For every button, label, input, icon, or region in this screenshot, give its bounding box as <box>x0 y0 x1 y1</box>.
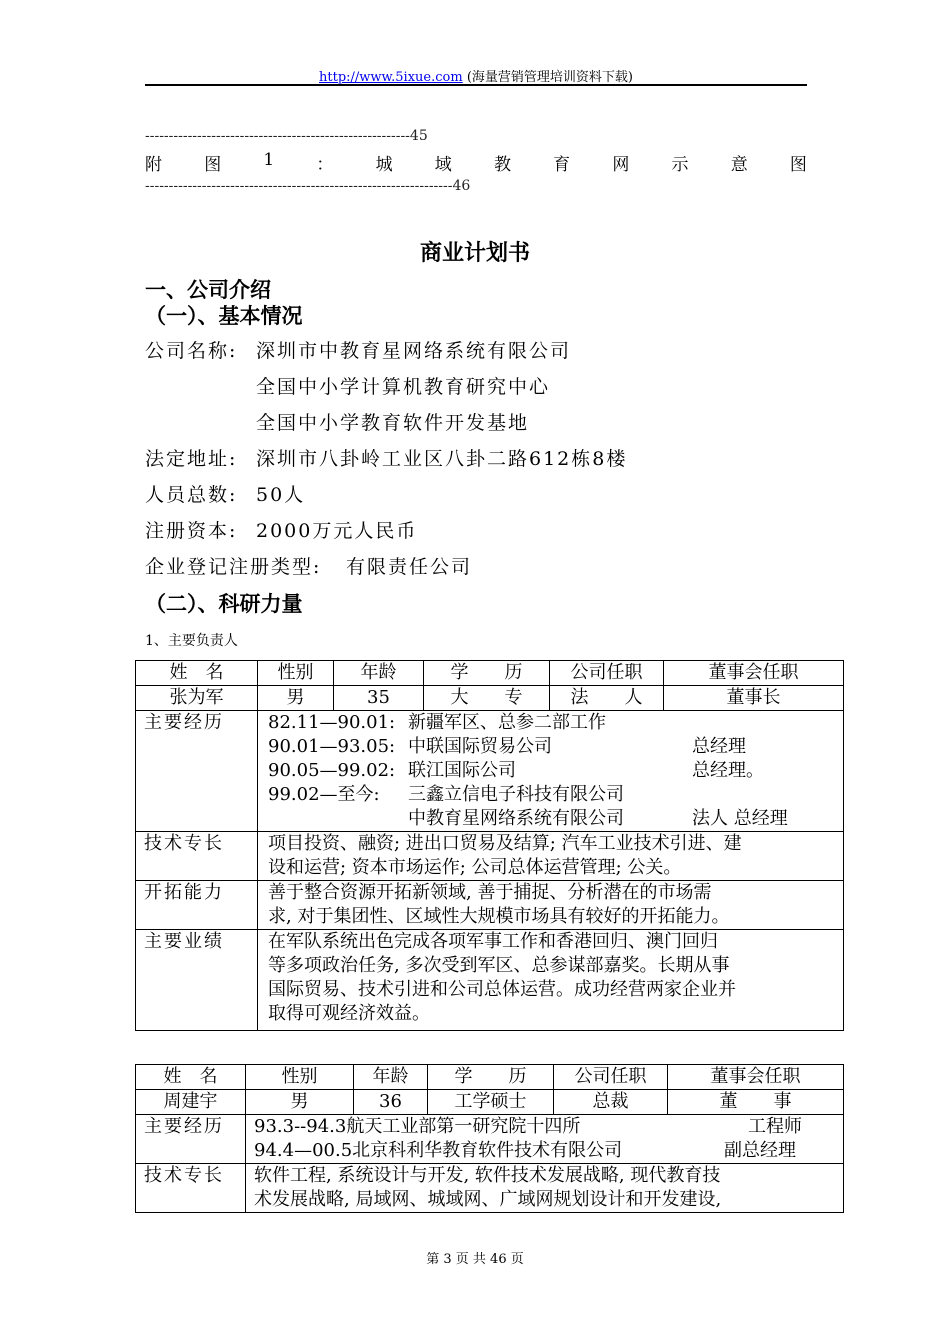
experience-line: 82.11—90.01: 新疆军区、总参二部工作 <box>268 712 606 733</box>
col-header-board-role: 董事会任职 <box>664 661 844 686</box>
table-row <box>136 711 844 832</box>
col-header-gender: 性别 <box>246 1065 354 1090</box>
col-header-age: 年龄 <box>334 661 424 686</box>
table-row <box>136 930 844 1031</box>
toc-entry[interactable]: 附 图 1 ： 城 域 教 育 网 示 意 图 <box>145 150 807 175</box>
col-header-education: 学 历 <box>424 661 550 686</box>
staff-label: 人员总数: <box>145 484 238 506</box>
skill-cell: 软件工程, 系统设计与开发, 软件技术发展战略, 现代教育技 术发展战略, 局域网、城域网、广域网规划设计和开发建设, <box>246 1164 844 1213</box>
cell-company-role: 总裁 <box>554 1090 668 1115</box>
section-heading-research: （二）、科研力量 <box>145 591 303 616</box>
cell-name: 张为军 <box>136 686 258 711</box>
col-header-gender: 性别 <box>258 661 334 686</box>
experience-line: 99.02—至今: 三鑫立信电子科技有限公司 <box>268 784 624 805</box>
cell-age: 36 <box>354 1090 428 1115</box>
company-name-2: 全国中小学计算机教育研究中心 <box>256 376 551 398</box>
staff-value: 50人 <box>256 484 306 506</box>
experience-line: 93.3--94.3航天工业部第一研究院十四所 工程师 <box>254 1116 802 1137</box>
row-label-skill: 技术专长 <box>136 1164 246 1213</box>
experience-cell <box>258 711 844 832</box>
ability-cell: 善于整合资源开拓新领域, 善于捕捉、分析潜在的市场需 求, 对于集团性、区域性大规模市场具有较好的开拓能力。 <box>258 881 844 930</box>
table-row <box>136 1090 844 1115</box>
cell-gender: 男 <box>246 1090 354 1115</box>
cell-education: 工学硕士 <box>428 1090 554 1115</box>
leader-table-2 <box>135 1064 844 1213</box>
address-label: 法定地址: <box>145 448 238 470</box>
table-row <box>136 1115 844 1164</box>
row-label-experience: 主要经历 <box>136 1115 246 1164</box>
row-label-experience: 主要经历 <box>136 711 258 832</box>
table-row <box>136 881 844 930</box>
header-note: (海量营销管理培训资料下载) <box>466 70 633 85</box>
page-header <box>145 66 807 85</box>
cell-board-role: 董 事 <box>668 1090 844 1115</box>
experience-line: 94.4—00.5北京科利华教育软件技术有限公司 副总经理 <box>254 1140 796 1161</box>
cell-education: 大 专 <box>424 686 550 711</box>
section-heading-company-intro: 一、公司介绍 <box>145 277 271 302</box>
company-name-label: 公司名称: <box>145 340 238 362</box>
col-header-education: 学 历 <box>428 1065 554 1090</box>
header-link[interactable]: http://www.5ixue.com <box>319 70 463 85</box>
experience-line: 中教育星网络系统有限公司 法人 总经理 <box>408 808 788 829</box>
cell-gender: 男 <box>258 686 334 711</box>
leader-table-1 <box>135 660 844 1031</box>
address-value: 深圳市八卦岭工业区八卦二路612栋8楼 <box>256 448 628 470</box>
col-header-company-role: 公司任职 <box>550 661 664 686</box>
col-header-name: 姓 名 <box>136 1065 246 1090</box>
skill-cell: 项目投资、融资; 进出口贸易及结算; 汽车工业技术引进、建 设和运营; 资本市场运作; 公司总体运营管理; 公关。 <box>258 832 844 881</box>
row-label-achievement: 主要业绩 <box>136 930 258 1031</box>
achievement-cell: 在军队系统出色完成各项军事工作和香港回归、澳门回归 等多项政治任务, 多次受到军区、总参谋部嘉奖。长期从事 国际贸易、技术引进和公司总体运营。成功经营两家企业并 取得可观经济效益。 <box>258 930 844 1031</box>
company-name-3: 全国中小学教育软件开发基地 <box>256 412 530 434</box>
table-row <box>136 832 844 881</box>
row-label-skill: 技术专长 <box>136 832 258 881</box>
header-divider <box>145 84 807 86</box>
col-header-company-role: 公司任职 <box>554 1065 668 1090</box>
col-header-name: 姓 名 <box>136 661 258 686</box>
table-row <box>136 686 844 711</box>
cell-name: 周建宇 <box>136 1090 246 1115</box>
subheading-leaders: 1、主要负责人 <box>145 633 238 649</box>
company-name-1: 深圳市中教育星网络系统有限公司 <box>256 340 572 362</box>
experience-line: 90.05—99.02: 联江国际公司 总经理。 <box>268 760 764 781</box>
cell-age: 35 <box>334 686 424 711</box>
cell-company-role: 法 人 <box>550 686 664 711</box>
company-type-label: 企业登记注册类型: <box>145 556 322 578</box>
table-row <box>136 1164 844 1213</box>
col-header-board-role: 董事会任职 <box>668 1065 844 1090</box>
table-header-row <box>136 661 844 686</box>
toc-line-1: --------------------------------------------------------45 <box>145 128 428 144</box>
page-footer: 第 3 页 共 46 页 <box>426 1252 524 1267</box>
table-header-row <box>136 1065 844 1090</box>
toc-line-3: -----------------------------------------------------------------46 <box>145 178 471 194</box>
experience-line: 90.01—93.05: 中联国际贸易公司 总经理 <box>268 736 746 757</box>
capital-label: 注册资本: <box>145 520 238 542</box>
company-type-value: 有限责任公司 <box>346 556 473 578</box>
document-title: 商业计划书 <box>419 240 530 266</box>
section-heading-basic-info: （一）、基本情况 <box>145 303 303 328</box>
row-label-ability: 开拓能力 <box>136 881 258 930</box>
experience-cell <box>246 1115 844 1164</box>
cell-board-role: 董事长 <box>664 686 844 711</box>
capital-value: 2000万元人民币 <box>256 520 418 542</box>
col-header-age: 年龄 <box>354 1065 428 1090</box>
